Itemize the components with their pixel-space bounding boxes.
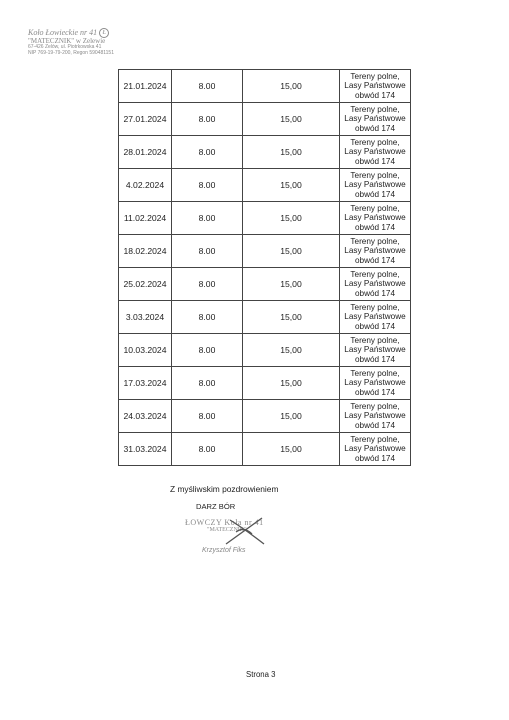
location-line: Lasy Państwowe: [344, 246, 406, 256]
location-line: Tereny polne,: [350, 236, 400, 246]
end-time-cell: 15,00: [243, 202, 340, 235]
location-line: obwód 174: [354, 222, 396, 232]
location-line: obwód 174: [354, 189, 396, 199]
closing-greeting: Z myśliwskim pozdrowieniem: [170, 484, 279, 494]
schedule-table-body: [119, 70, 411, 466]
location-line: Lasy Państwowe: [344, 279, 406, 289]
end-time-cell: 15,00: [243, 136, 340, 169]
table-row: [119, 334, 411, 367]
location-line: obwód 174: [354, 90, 396, 100]
table-row: [119, 367, 411, 400]
hunting-schedule-table: [118, 69, 411, 466]
location-line: Lasy Państwowe: [344, 81, 406, 91]
start-time-cell: 8.00: [172, 334, 243, 367]
location-line: obwód 174: [354, 156, 396, 166]
location-cell: [340, 268, 411, 301]
date-cell: 11.02.2024: [119, 202, 172, 235]
end-time-cell: 15,00: [243, 103, 340, 136]
location-cell: [340, 103, 411, 136]
signatory-name: Krzysztof Fiks: [202, 547, 246, 554]
location-line: obwód 174: [354, 123, 396, 133]
table-row: [119, 136, 411, 169]
location-cell: [340, 400, 411, 433]
end-time-cell: 15,00: [243, 70, 340, 103]
location-cell: [340, 301, 411, 334]
location-line: Lasy Państwowe: [344, 213, 406, 223]
location-cell: [340, 433, 411, 466]
location-line: Tereny polne,: [350, 269, 400, 279]
location-line: Tereny polne,: [350, 368, 400, 378]
closing-motto: DARZ BÓR: [196, 502, 236, 511]
start-time-cell: 8.00: [172, 400, 243, 433]
end-time-cell: 15,00: [243, 268, 340, 301]
end-time-cell: 15,00: [243, 235, 340, 268]
location-line: Lasy Państwowe: [344, 180, 406, 190]
start-time-cell: 8.00: [172, 235, 243, 268]
end-time-cell: 15,00: [243, 367, 340, 400]
location-cell: [340, 169, 411, 202]
location-line: Lasy Państwowe: [344, 411, 406, 421]
location-line: obwód 174: [354, 354, 396, 364]
date-cell: 4.02.2024: [119, 169, 172, 202]
location-line: Tereny polne,: [350, 170, 400, 180]
stamp-line-2: "MATECZNIK" w Zelewie: [28, 37, 106, 45]
end-time-cell: 15,00: [243, 334, 340, 367]
table-row: [119, 103, 411, 136]
location-line: Lasy Państwowe: [344, 147, 406, 157]
table-row: [119, 235, 411, 268]
start-time-cell: 8.00: [172, 367, 243, 400]
location-line: Lasy Państwowe: [344, 378, 406, 388]
date-cell: 27.01.2024: [119, 103, 172, 136]
location-cell: [340, 334, 411, 367]
date-cell: 31.03.2024: [119, 433, 172, 466]
start-time-cell: 8.00: [172, 169, 243, 202]
page-number: Strona 3: [246, 670, 276, 679]
location-line: obwód 174: [354, 255, 396, 265]
start-time-cell: 8.00: [172, 103, 243, 136]
location-line: Lasy Państwowe: [344, 345, 406, 355]
table-row: [119, 202, 411, 235]
date-cell: 25.02.2024: [119, 268, 172, 301]
club-stamp: [28, 28, 158, 56]
table-row: [119, 70, 411, 103]
table-row: [119, 433, 411, 466]
location-cell: [340, 202, 411, 235]
end-time-cell: 15,00: [243, 433, 340, 466]
stamp-line-1: Koło Łowieckie nr 41: [28, 27, 98, 37]
end-time-cell: 15,00: [243, 169, 340, 202]
handwritten-signature-icon: [222, 514, 268, 548]
location-line: Tereny polne,: [350, 137, 400, 147]
signature-stamp-line-2: "MATECZNIK": [207, 527, 247, 533]
date-cell: 18.02.2024: [119, 235, 172, 268]
start-time-cell: 8.00: [172, 301, 243, 334]
location-line: Tereny polne,: [350, 434, 400, 444]
location-line: Tereny polne,: [350, 335, 400, 345]
end-time-cell: 15,00: [243, 400, 340, 433]
start-time-cell: 8.00: [172, 433, 243, 466]
stamp-line-3: 67-426 Zelów, ul. Piotrkowska 41: [28, 44, 102, 51]
stamp-emblem-icon: Ł: [99, 28, 109, 38]
location-line: Tereny polne,: [350, 104, 400, 114]
location-cell: [340, 70, 411, 103]
table-row: [119, 169, 411, 202]
start-time-cell: 8.00: [172, 70, 243, 103]
date-cell: 24.03.2024: [119, 400, 172, 433]
table-row: [119, 301, 411, 334]
start-time-cell: 8.00: [172, 136, 243, 169]
start-time-cell: 8.00: [172, 268, 243, 301]
location-line: Lasy Państwowe: [344, 312, 406, 322]
end-time-cell: 15,00: [243, 301, 340, 334]
location-line: Tereny polne,: [350, 401, 400, 411]
table-row: [119, 400, 411, 433]
location-line: Tereny polne,: [350, 203, 400, 213]
date-cell: 10.03.2024: [119, 334, 172, 367]
date-cell: 3.03.2024: [119, 301, 172, 334]
location-line: Lasy Państwowe: [344, 444, 406, 454]
table-row: [119, 268, 411, 301]
location-cell: [340, 367, 411, 400]
stamp-line-4: NIP 769-19-79-200, Regon 590481151: [28, 49, 114, 56]
location-line: obwód 174: [354, 420, 396, 430]
location-line: obwód 174: [354, 288, 396, 298]
signature-stamp-line-1: ŁOWCZY Koła nr 41: [185, 518, 264, 527]
date-cell: 21.01.2024: [119, 70, 172, 103]
location-cell: [340, 235, 411, 268]
location-line: Lasy Państwowe: [344, 114, 406, 124]
location-line: obwód 174: [354, 453, 396, 463]
location-line: Tereny polne,: [350, 302, 400, 312]
location-cell: [340, 136, 411, 169]
start-time-cell: 8.00: [172, 202, 243, 235]
location-line: obwód 174: [354, 321, 396, 331]
location-line: obwód 174: [354, 387, 396, 397]
location-line: Tereny polne,: [350, 71, 400, 81]
date-cell: 28.01.2024: [119, 136, 172, 169]
date-cell: 17.03.2024: [119, 367, 172, 400]
